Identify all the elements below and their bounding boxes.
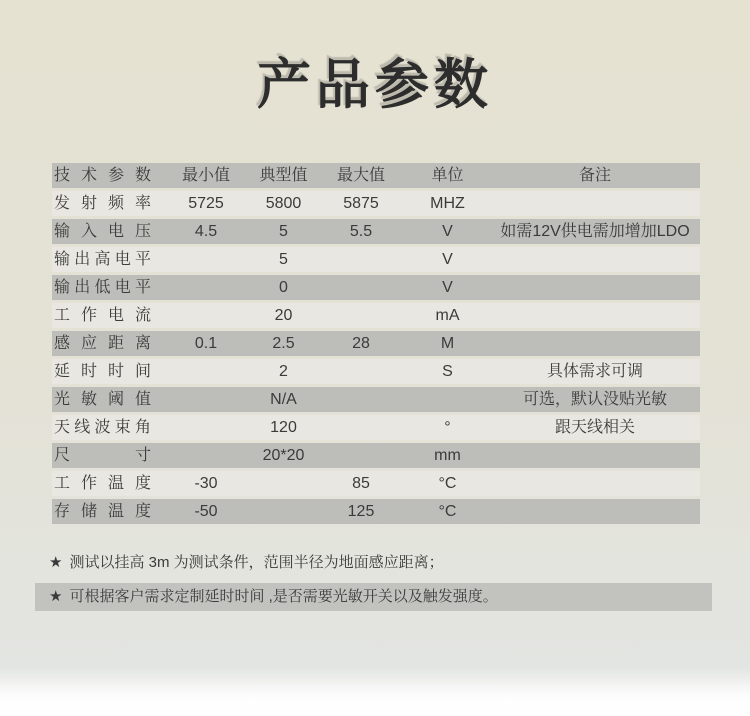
param-cell	[52, 219, 162, 244]
param-name: 尺寸	[54, 447, 151, 464]
unit-value: V	[405, 247, 490, 272]
max-value: 85	[317, 471, 405, 496]
min-value: -50	[162, 499, 250, 524]
min-value: -30	[162, 471, 250, 496]
min-value: 5725	[162, 191, 250, 216]
param-cell	[52, 499, 162, 524]
column-header-max: 最大值	[317, 163, 405, 188]
param-name: 输出高电平	[54, 251, 151, 268]
typical-value: 0	[250, 275, 317, 300]
typical-value	[250, 471, 317, 496]
param-cell	[52, 191, 162, 216]
note-value: 可选，默认没贴光敏	[490, 387, 700, 412]
table-row	[52, 191, 700, 216]
param-name: 存储温度	[54, 503, 151, 520]
footnote-text: 测试以挂高 3m 为测试条件，范围半径为地面感应距离；	[69, 554, 444, 571]
min-value: 4.5	[162, 219, 250, 244]
table-row	[52, 331, 700, 356]
note-value	[490, 275, 700, 300]
max-value	[317, 275, 405, 300]
table-row	[52, 443, 700, 468]
note-value	[490, 499, 700, 524]
note-value: 具体需求可调	[490, 359, 700, 384]
typical-value	[250, 499, 317, 524]
max-value: 5875	[317, 191, 405, 216]
column-header-typical: 典型值	[250, 163, 317, 188]
star-icon: ★	[49, 554, 63, 571]
min-value	[162, 387, 250, 412]
min-value	[162, 359, 250, 384]
typical-value: 20*20	[250, 443, 317, 468]
unit-value: V	[405, 275, 490, 300]
table-header	[52, 163, 700, 188]
table-row	[52, 219, 700, 244]
unit-value: °C	[405, 499, 490, 524]
param-name: 输出低电平	[54, 279, 151, 296]
note-value: 如需12V供电需加增加LDO	[490, 219, 700, 244]
typical-value: 2	[250, 359, 317, 384]
header-row	[52, 163, 700, 188]
max-value	[317, 303, 405, 328]
column-header-note: 备注	[490, 163, 700, 188]
note-value	[490, 303, 700, 328]
max-value	[317, 359, 405, 384]
param-cell	[52, 331, 162, 356]
table-body	[52, 191, 700, 524]
max-value	[317, 443, 405, 468]
typical-value: 5	[250, 219, 317, 244]
typical-value: 5800	[250, 191, 317, 216]
param-cell	[52, 443, 162, 468]
typical-value: N/A	[250, 387, 317, 412]
min-value: 0.1	[162, 331, 250, 356]
param-cell	[52, 303, 162, 328]
param-name: 延时时间	[54, 363, 151, 380]
table-row	[52, 499, 700, 524]
min-value	[162, 303, 250, 328]
page-title: 产品参数	[257, 55, 493, 115]
max-value	[317, 247, 405, 272]
min-value	[162, 415, 250, 440]
table-row	[52, 303, 700, 328]
typical-value: 120	[250, 415, 317, 440]
note-value	[490, 247, 700, 272]
typical-value: 20	[250, 303, 317, 328]
param-name: 工作电流	[54, 307, 151, 324]
min-value	[162, 443, 250, 468]
table-row	[52, 387, 700, 412]
column-header-unit: 单位	[405, 163, 490, 188]
max-value: 28	[317, 331, 405, 356]
table-row	[52, 471, 700, 496]
param-cell	[52, 359, 162, 384]
unit-value: °C	[405, 471, 490, 496]
star-icon: ★	[49, 588, 63, 605]
typical-value: 2.5	[250, 331, 317, 356]
column-header-param-label: 技术参数	[54, 167, 151, 184]
table-row	[52, 275, 700, 300]
param-name: 工作温度	[54, 475, 151, 492]
note-value	[490, 191, 700, 216]
param-cell	[52, 415, 162, 440]
unit-value: mm	[405, 443, 490, 468]
max-value	[317, 387, 405, 412]
table-row	[52, 359, 700, 384]
min-value	[162, 275, 250, 300]
unit-value: mA	[405, 303, 490, 328]
unit-value	[405, 387, 490, 412]
param-cell	[52, 275, 162, 300]
param-name: 发射频率	[54, 195, 151, 212]
spec-table	[52, 160, 700, 527]
param-cell	[52, 387, 162, 412]
param-name: 天线波束角	[54, 419, 151, 436]
unit-value: MHZ	[405, 191, 490, 216]
max-value	[317, 415, 405, 440]
param-name: 输入电压	[54, 223, 151, 240]
param-name: 光敏阈值	[54, 391, 151, 408]
table-row	[52, 247, 700, 272]
footnote-text: 可根据客户需求定制延时时间 ,是否需要光敏开关以及触发强度。	[69, 588, 498, 605]
max-value: 125	[317, 499, 405, 524]
note-value	[490, 471, 700, 496]
footnote-customization	[35, 583, 712, 611]
unit-value: V	[405, 219, 490, 244]
unit-value: M	[405, 331, 490, 356]
column-header-min: 最小值	[162, 163, 250, 188]
note-value	[490, 443, 700, 468]
column-header-param	[52, 163, 162, 188]
param-cell	[52, 247, 162, 272]
max-value: 5.5	[317, 219, 405, 244]
note-value: 跟天线相关	[490, 415, 700, 440]
param-cell	[52, 471, 162, 496]
min-value	[162, 247, 250, 272]
typical-value: 5	[250, 247, 317, 272]
footnote-test-condition	[49, 553, 444, 573]
note-value	[490, 331, 700, 356]
unit-value: S	[405, 359, 490, 384]
table-row	[52, 415, 700, 440]
unit-value: °	[405, 415, 490, 440]
param-name: 感应距离	[54, 335, 151, 352]
